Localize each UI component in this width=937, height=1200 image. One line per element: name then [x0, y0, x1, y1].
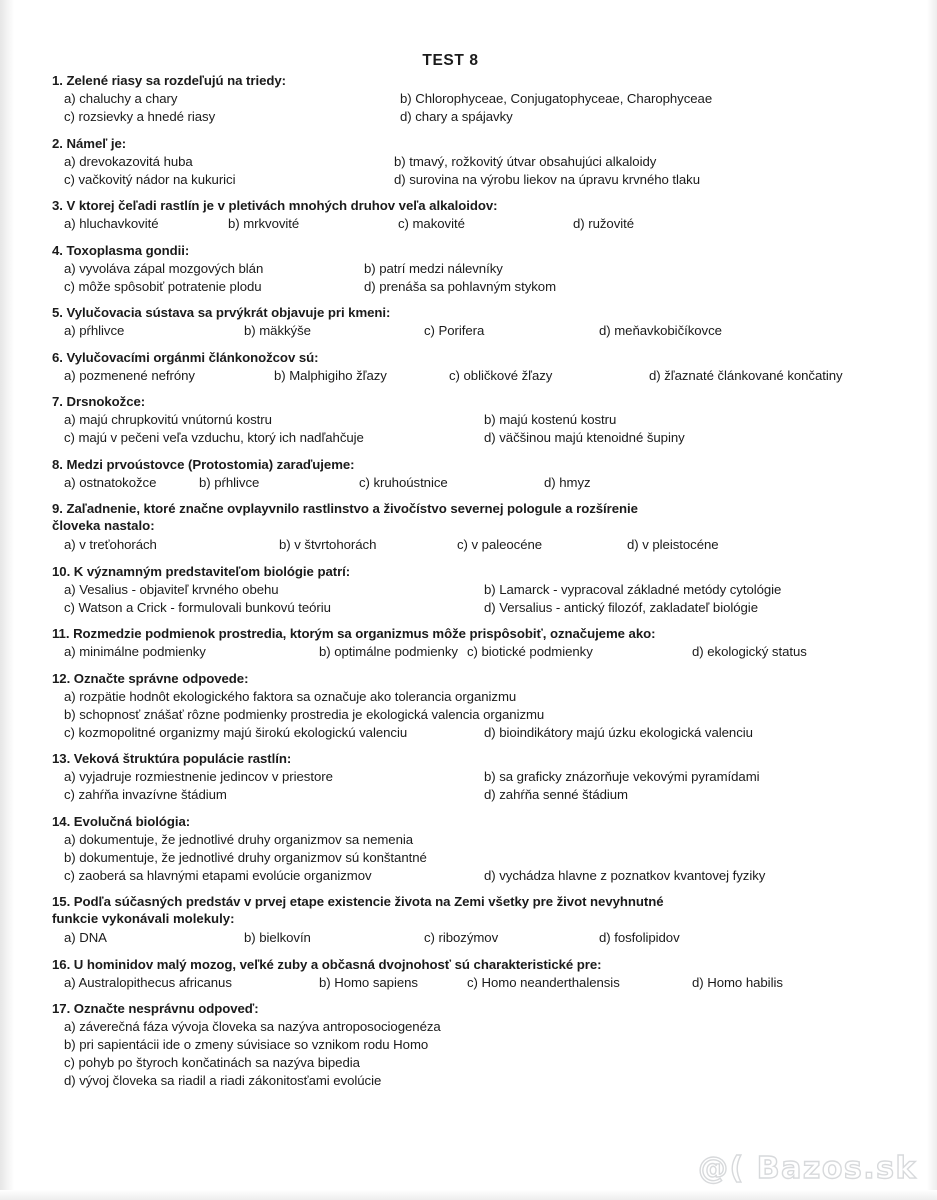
answer-option[interactable]: d) ružovité [573, 216, 635, 231]
scan-edge-left [0, 0, 14, 1200]
option-row [52, 786, 902, 804]
scan-edge-right [927, 0, 937, 1200]
question-stem: 10. K významným predstaviteľom biológie patrí: [52, 563, 351, 579]
answer-option[interactable]: d) zahŕňa senné štádium [484, 787, 628, 802]
question-block [52, 956, 902, 992]
answer-option[interactable]: a) záverečná fáza vývoja človeka sa nazýva antroposociogenéza [64, 1019, 441, 1034]
option-row [52, 929, 902, 947]
answer-option[interactable]: a) Vesalius - objaviteľ krvného obehu [64, 581, 279, 597]
answer-option[interactable]: d) prenáša sa pohlavným stykom [364, 278, 557, 294]
option-row [52, 724, 902, 742]
answer-option[interactable]: b) pŕhlivce [199, 474, 260, 490]
answer-option[interactable]: b) bielkovín [244, 930, 311, 945]
answer-option[interactable]: a) ostnatokožce [64, 474, 157, 490]
option-group [52, 1018, 902, 1090]
question-stem: 9. Zaľadnenie, ktoré značne ovplayvnilo rastlinstvo a živočístvo severnej pologule a rozšírenie [52, 501, 638, 516]
question-block [52, 456, 902, 492]
answer-option[interactable]: b) Chlorophyceae, Conjugatophyceae, Charophyceae [400, 91, 713, 106]
answer-option[interactable]: a) drevokazovitá huba [64, 153, 193, 169]
answer-option[interactable]: c) kozmopolitné organizmy majú širokú ekologickú valenciu [64, 724, 408, 740]
option-row [52, 171, 902, 189]
question-stem: 7. Drsnokožce: [52, 394, 146, 409]
option-row [52, 849, 902, 867]
answer-option[interactable]: c) Porifera [424, 323, 485, 338]
option-group [52, 929, 902, 947]
answer-option[interactable]: d) hmyz [544, 474, 591, 490]
option-row [52, 411, 902, 429]
option-row [52, 867, 902, 885]
answer-option[interactable]: d) meňavkobičíkovce [599, 323, 722, 338]
answer-option[interactable]: b) dokumentuje, že jednotlivé druhy organizmov sú konštantné [64, 849, 427, 865]
answer-option[interactable]: d) fosfolipidov [599, 930, 680, 945]
option-row [52, 768, 902, 786]
option-row [52, 367, 902, 385]
question-block [52, 349, 902, 385]
option-row [52, 643, 902, 661]
answer-option[interactable]: b) schopnosť znášať rôzne podmienky prostredia je ekologická valencia organizmu [64, 706, 545, 722]
question-stem: 4. Toxoplasma gondii: [52, 242, 190, 258]
option-row [52, 429, 902, 447]
option-row [52, 1054, 902, 1072]
answer-option[interactable]: c) rozsievky a hnedé riasy [64, 109, 216, 124]
question-block [52, 242, 902, 296]
answer-option[interactable]: d) žľaznaté článkované končatiny [649, 367, 843, 383]
answer-option[interactable]: d) Versalius - antický filozóf, zakladateľ biológie [484, 599, 758, 615]
option-group [52, 411, 902, 447]
answer-option[interactable]: a) vyvoláva zápal mozgových blán [64, 260, 264, 276]
option-row [52, 322, 902, 340]
option-group [52, 831, 902, 885]
question-block [52, 304, 902, 340]
option-row [52, 536, 902, 554]
option-group [52, 688, 902, 742]
answer-option[interactable]: a) rozpätie hodnôt ekologického faktora sa označuje ako tolerancia organizmu [64, 688, 517, 704]
answer-option[interactable]: b) optimálne podmienky [319, 644, 458, 659]
answer-option[interactable]: b) v štvrtohorách [279, 537, 377, 552]
answer-option[interactable]: d) chary a spájavky [400, 109, 513, 124]
question-list [52, 72, 902, 1099]
option-row [52, 153, 902, 171]
option-row [52, 108, 902, 126]
question-block [52, 813, 902, 885]
answer-option[interactable]: c) biotické podmienky [467, 644, 593, 659]
answer-option[interactable]: d) väčšinou majú ktenoidné šupiny [484, 430, 685, 445]
option-group [52, 90, 902, 126]
answer-option[interactable]: d) ekologický status [692, 644, 807, 659]
answer-option[interactable]: b) majú kostenú kostru [484, 412, 617, 427]
answer-option[interactable]: d) bioindikátory majú úzku ekologická valenciu [484, 724, 753, 740]
question-stem-continuation: človeka nastalo: [52, 518, 155, 533]
answer-option[interactable]: c) obličkové žľazy [449, 367, 553, 383]
question-stem: 3. V ktorej čeľadi rastlín je v pletivách mnohých druhov veľa alkaloidov: [52, 198, 498, 213]
answer-option[interactable]: d) Homo habilis [692, 974, 783, 990]
answer-option[interactable]: c) ribozýmov [424, 930, 499, 945]
question-stem: 14. Evolučná biológia: [52, 813, 191, 829]
answer-option[interactable]: c) môže spôsobiť potratenie plodu [64, 278, 262, 294]
option-row [52, 215, 902, 233]
answer-option[interactable]: a) dokumentuje, že jednotlivé druhy organizmov sa nemenia [64, 831, 414, 847]
answer-option[interactable]: a) vyjadruje rozmiestnenie jedincov v priestore [64, 769, 333, 784]
answer-option[interactable]: b) pri sapientácii ide o zmeny súvisiace so vznikom rodu Homo [64, 1037, 429, 1052]
answer-option[interactable]: d) vychádza hlavne z poznatkov kvantovej fyziky [484, 867, 766, 883]
answer-option[interactable]: d) vývoj človeka sa riadil a riadi zákonitosťami evolúcie [64, 1073, 382, 1088]
question-block [52, 563, 902, 617]
option-group [52, 367, 902, 385]
option-group [52, 215, 902, 233]
answer-option[interactable]: b) mrkvovité [228, 216, 300, 231]
question-stem: 6. Vylučovacími orgánmi článkonožcov sú: [52, 349, 319, 365]
option-row [52, 974, 902, 992]
question-stem: 11. Rozmedzie podmienok prostredia, ktorým sa organizmus môže prispôsobiť, označujeme ako: [52, 626, 656, 641]
scan-edge-bottom [0, 1190, 937, 1200]
question-stem: 17. Označte nesprávnu odpoveď: [52, 1001, 259, 1016]
option-row [52, 90, 902, 108]
option-group [52, 768, 902, 804]
answer-option[interactable]: a) v treťohorách [64, 537, 157, 552]
option-group [52, 260, 902, 296]
answer-option[interactable]: a) chaluchy a chary [64, 91, 178, 106]
answer-option[interactable]: d) v pleistocéne [627, 537, 719, 552]
option-group [52, 536, 902, 554]
answer-option[interactable]: b) sa graficky znázorňuje vekovými pyramídami [484, 769, 760, 784]
option-row [52, 599, 902, 617]
answer-option[interactable]: b) patrí medzi nálevníky [364, 260, 503, 276]
question-block [52, 1000, 902, 1090]
answer-option[interactable]: a) pozmenené nefróny [64, 367, 195, 383]
question-stem-continuation: funkcie vykonávali molekuly: [52, 911, 235, 926]
answer-option[interactable]: c) majú v pečeni veľa vzduchu, ktorý ich nadľahčuje [64, 430, 364, 445]
answer-option[interactable]: b) Lamarck - vypracoval základné metódy cytológie [484, 581, 782, 597]
option-row [52, 1018, 902, 1036]
question-block [52, 393, 902, 447]
option-group [52, 581, 902, 617]
option-row [52, 1072, 902, 1090]
question-block [52, 72, 902, 126]
answer-option[interactable]: a) hluchavkovité [64, 216, 159, 231]
option-row [52, 278, 902, 296]
option-group [52, 974, 902, 992]
answer-option[interactable]: c) vačkovitý nádor na kukurici [64, 171, 236, 187]
watermark-bazos: @( Bazos.sk [698, 1151, 917, 1186]
option-row [52, 260, 902, 278]
option-row [52, 1036, 902, 1054]
question-stem: 5. Vylučovacia sústava sa prvýkrát objavuje pri kmeni: [52, 305, 391, 320]
answer-option[interactable]: b) mäkkýše [244, 323, 311, 338]
page-title: TEST 8 [422, 52, 479, 69]
answer-option[interactable]: c) pohyb po štyroch končatinách sa nazýva bipedia [64, 1055, 360, 1070]
answer-option[interactable]: a) pŕhlivce [64, 323, 125, 338]
question-block [52, 197, 902, 233]
answer-option[interactable]: c) zaoberá sa hlavnými etapami evolúcie organizmov [64, 867, 372, 883]
answer-option[interactable]: a) Australopithecus africanus [64, 974, 232, 990]
question-block [52, 135, 902, 189]
answer-option[interactable]: c) kruhoústnice [359, 474, 448, 490]
option-group [52, 474, 902, 492]
answer-option[interactable]: d) surovina na výrobu liekov na úpravu krvného tlaku [394, 171, 701, 187]
question-stem: 8. Medzi prvoústovce (Protostomia) zaraďujeme: [52, 456, 355, 472]
question-block [52, 750, 902, 804]
question-stem: 2. Námeľ je: [52, 135, 127, 151]
question-block [52, 625, 902, 661]
answer-option[interactable]: a) minimálne podmienky [64, 644, 206, 659]
question-stem: 16. U hominidov malý mozog, veľké zuby a občasná dvojnohosť sú charakteristické pre: [52, 956, 602, 972]
answer-option[interactable]: a) majú chrupkovitú vnútornú kostru [64, 412, 272, 427]
answer-option[interactable]: c) v paleocéne [457, 537, 543, 552]
answer-option[interactable]: c) Watson a Crick - formulovali bunkovú teóriu [64, 599, 331, 615]
answer-option[interactable]: b) Homo sapiens [319, 974, 418, 990]
option-row [52, 581, 902, 599]
option-row [52, 474, 902, 492]
answer-option[interactable]: c) makovité [398, 216, 465, 231]
question-stem: 12. Označte správne odpovede: [52, 670, 249, 686]
answer-option[interactable]: a) DNA [64, 930, 107, 945]
question-stem: 1. Zelené riasy sa rozdeľujú na triedy: [52, 73, 286, 88]
question-block [52, 670, 902, 742]
option-group [52, 153, 902, 189]
question-block [52, 893, 902, 947]
option-row [52, 831, 902, 849]
question-block [52, 500, 902, 554]
option-group [52, 643, 902, 661]
option-row [52, 706, 902, 724]
answer-option[interactable]: c) zahŕňa invazívne štádium [64, 787, 227, 802]
question-stem: 15. Podľa súčasných predstáv v prvej etape existencie života na Zemi všetky pre život nevyhnutné [52, 894, 664, 909]
question-stem: 13. Veková štruktúra populácie rastlín: [52, 751, 292, 766]
option-group [52, 322, 902, 340]
option-row [52, 688, 902, 706]
answer-option[interactable]: b) Malphigiho žľazy [274, 367, 387, 383]
answer-option[interactable]: c) Homo neanderthalensis [467, 974, 620, 990]
answer-option[interactable]: b) tmavý, rožkovitý útvar obsahujúci alkaloidy [394, 153, 657, 169]
